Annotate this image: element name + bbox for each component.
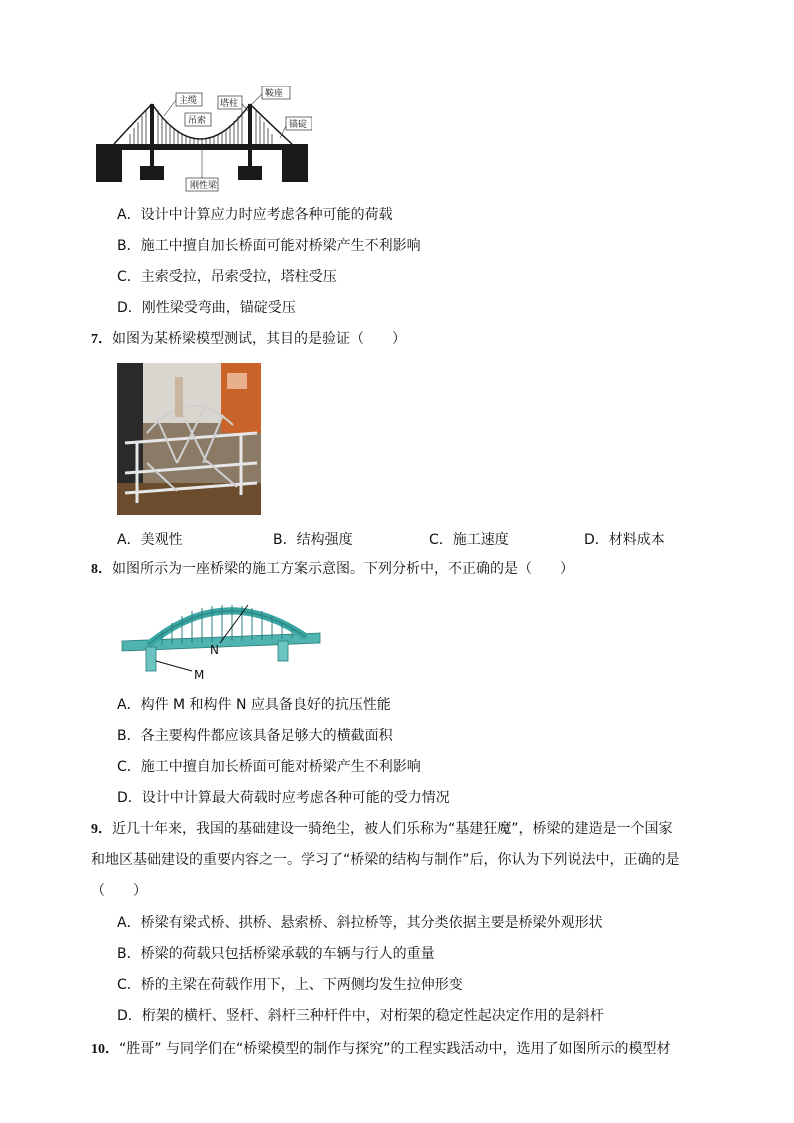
- option-letter: D．: [117, 1008, 142, 1024]
- question-number: 8．: [91, 562, 112, 577]
- q9-option-c[interactable]: [117, 976, 463, 994]
- q8-option-a[interactable]: [117, 696, 391, 714]
- q7-stem: [91, 330, 406, 349]
- option-text: 桥的主梁在荷载作用下，上、下两侧均发生拉伸形变: [140, 977, 463, 993]
- label-stiffening-beam: 刚性梁: [190, 181, 218, 191]
- option-letter: B．: [117, 238, 141, 254]
- option-letter: D．: [117, 300, 142, 316]
- label-hanger: 吊索: [188, 116, 207, 126]
- q7-option-a[interactable]: A．美观性: [117, 532, 183, 548]
- option-letter: A．: [117, 697, 141, 713]
- option-text: 主索受拉，吊索受拉，塔柱受压: [140, 269, 337, 285]
- suspension-bridge-figure: [92, 86, 312, 192]
- option-text: 设计中计算最大荷载时应考虑各种可能的受力情况: [141, 790, 450, 806]
- option-letter: C．: [117, 759, 141, 775]
- question-number: 10．: [91, 1042, 119, 1057]
- question-text: “胜哥” 与同学们在“桥梁模型的制作与探究”的工程实践活动中，选用了如图所示的模型材: [119, 1041, 671, 1057]
- option-text: 桥梁的荷载只包括桥梁承载的车辆与行人的重量: [140, 946, 435, 962]
- option-letter: A．: [117, 915, 141, 931]
- option-text: 设计中计算应力时应考虑各种可能的荷载: [140, 207, 393, 223]
- q9-stem-line2: 和地区基础建设的重要内容之一。学习了“桥梁的结构与制作”后，你认为下列说法中，正确的是: [91, 852, 680, 868]
- question-text: 近几十年来，我国的基础建设一骑绝尘，被人们乐称为“基建狂魔”，桥梁的建造是一个国家: [112, 821, 673, 837]
- q7-option-b[interactable]: B．结构强度: [273, 532, 353, 548]
- q9-stem-line3: （ ）: [91, 883, 147, 899]
- label-anchorage: 锚碇: [289, 120, 308, 130]
- question-text: 如图所示为一座桥梁的施工方案示意图。下列分析中，不正确的是（ ）: [112, 561, 574, 577]
- label-m: M: [194, 668, 205, 682]
- option-text: 构件 M 和构件 N 应具备良好的抗压性能: [140, 697, 391, 713]
- q6-option-c[interactable]: [117, 268, 337, 286]
- question-number: 9．: [91, 822, 112, 837]
- option-text: 各主要构件都应该具备足够大的横截面积: [140, 728, 393, 744]
- q10-stem: [91, 1040, 670, 1059]
- option-letter: B．: [117, 946, 141, 962]
- q7-option-c[interactable]: C．施工速度: [429, 532, 509, 548]
- option-text: 桁架的横杆、竖杆、斜杆三种杆件中，对桁架的稳定性起决定作用的是斜杆: [141, 1008, 604, 1024]
- q9-option-a[interactable]: [117, 914, 603, 932]
- option-text: 施工中擅自加长桥面可能对桥梁产生不利影响: [140, 238, 421, 254]
- option-letter: C．: [117, 269, 141, 285]
- label-tower: 塔柱: [220, 99, 239, 109]
- option-letter: C．: [117, 977, 141, 993]
- option-letter: D．: [117, 790, 142, 806]
- q6-option-b[interactable]: [117, 237, 421, 255]
- q8-stem: [91, 560, 574, 579]
- arch-bridge-figure: [120, 591, 324, 683]
- q9-stem-line1: [91, 820, 673, 839]
- bridge-model-test-photo: [117, 363, 261, 515]
- label-n: N: [210, 643, 219, 657]
- q8-option-b[interactable]: [117, 727, 393, 745]
- label-main-cable: 主缆: [179, 96, 198, 106]
- label-saddle: 鞍座: [265, 89, 284, 99]
- q9-option-b[interactable]: [117, 945, 435, 963]
- question-text: 如图为某桥梁模型测试，其目的是验证（ ）: [112, 331, 406, 347]
- option-letter: B．: [117, 728, 141, 744]
- option-text: 桥梁有梁式桥、拱桥、悬索桥、斜拉桥等，其分类依据主要是桥梁外观形状: [140, 915, 603, 931]
- q9-option-d[interactable]: [117, 1007, 604, 1025]
- option-text: 刚性梁受弯曲，锚碇受压: [141, 300, 296, 316]
- question-number: 7．: [91, 332, 112, 347]
- option-letter: A．: [117, 207, 141, 223]
- q6-option-a[interactable]: [117, 206, 393, 224]
- q8-option-d[interactable]: [117, 789, 450, 807]
- option-text: 施工中擅自加长桥面可能对桥梁产生不利影响: [140, 759, 421, 775]
- q7-option-d[interactable]: D．材料成本: [584, 532, 665, 548]
- q8-option-c[interactable]: [117, 758, 421, 776]
- q6-option-d[interactable]: [117, 299, 296, 317]
